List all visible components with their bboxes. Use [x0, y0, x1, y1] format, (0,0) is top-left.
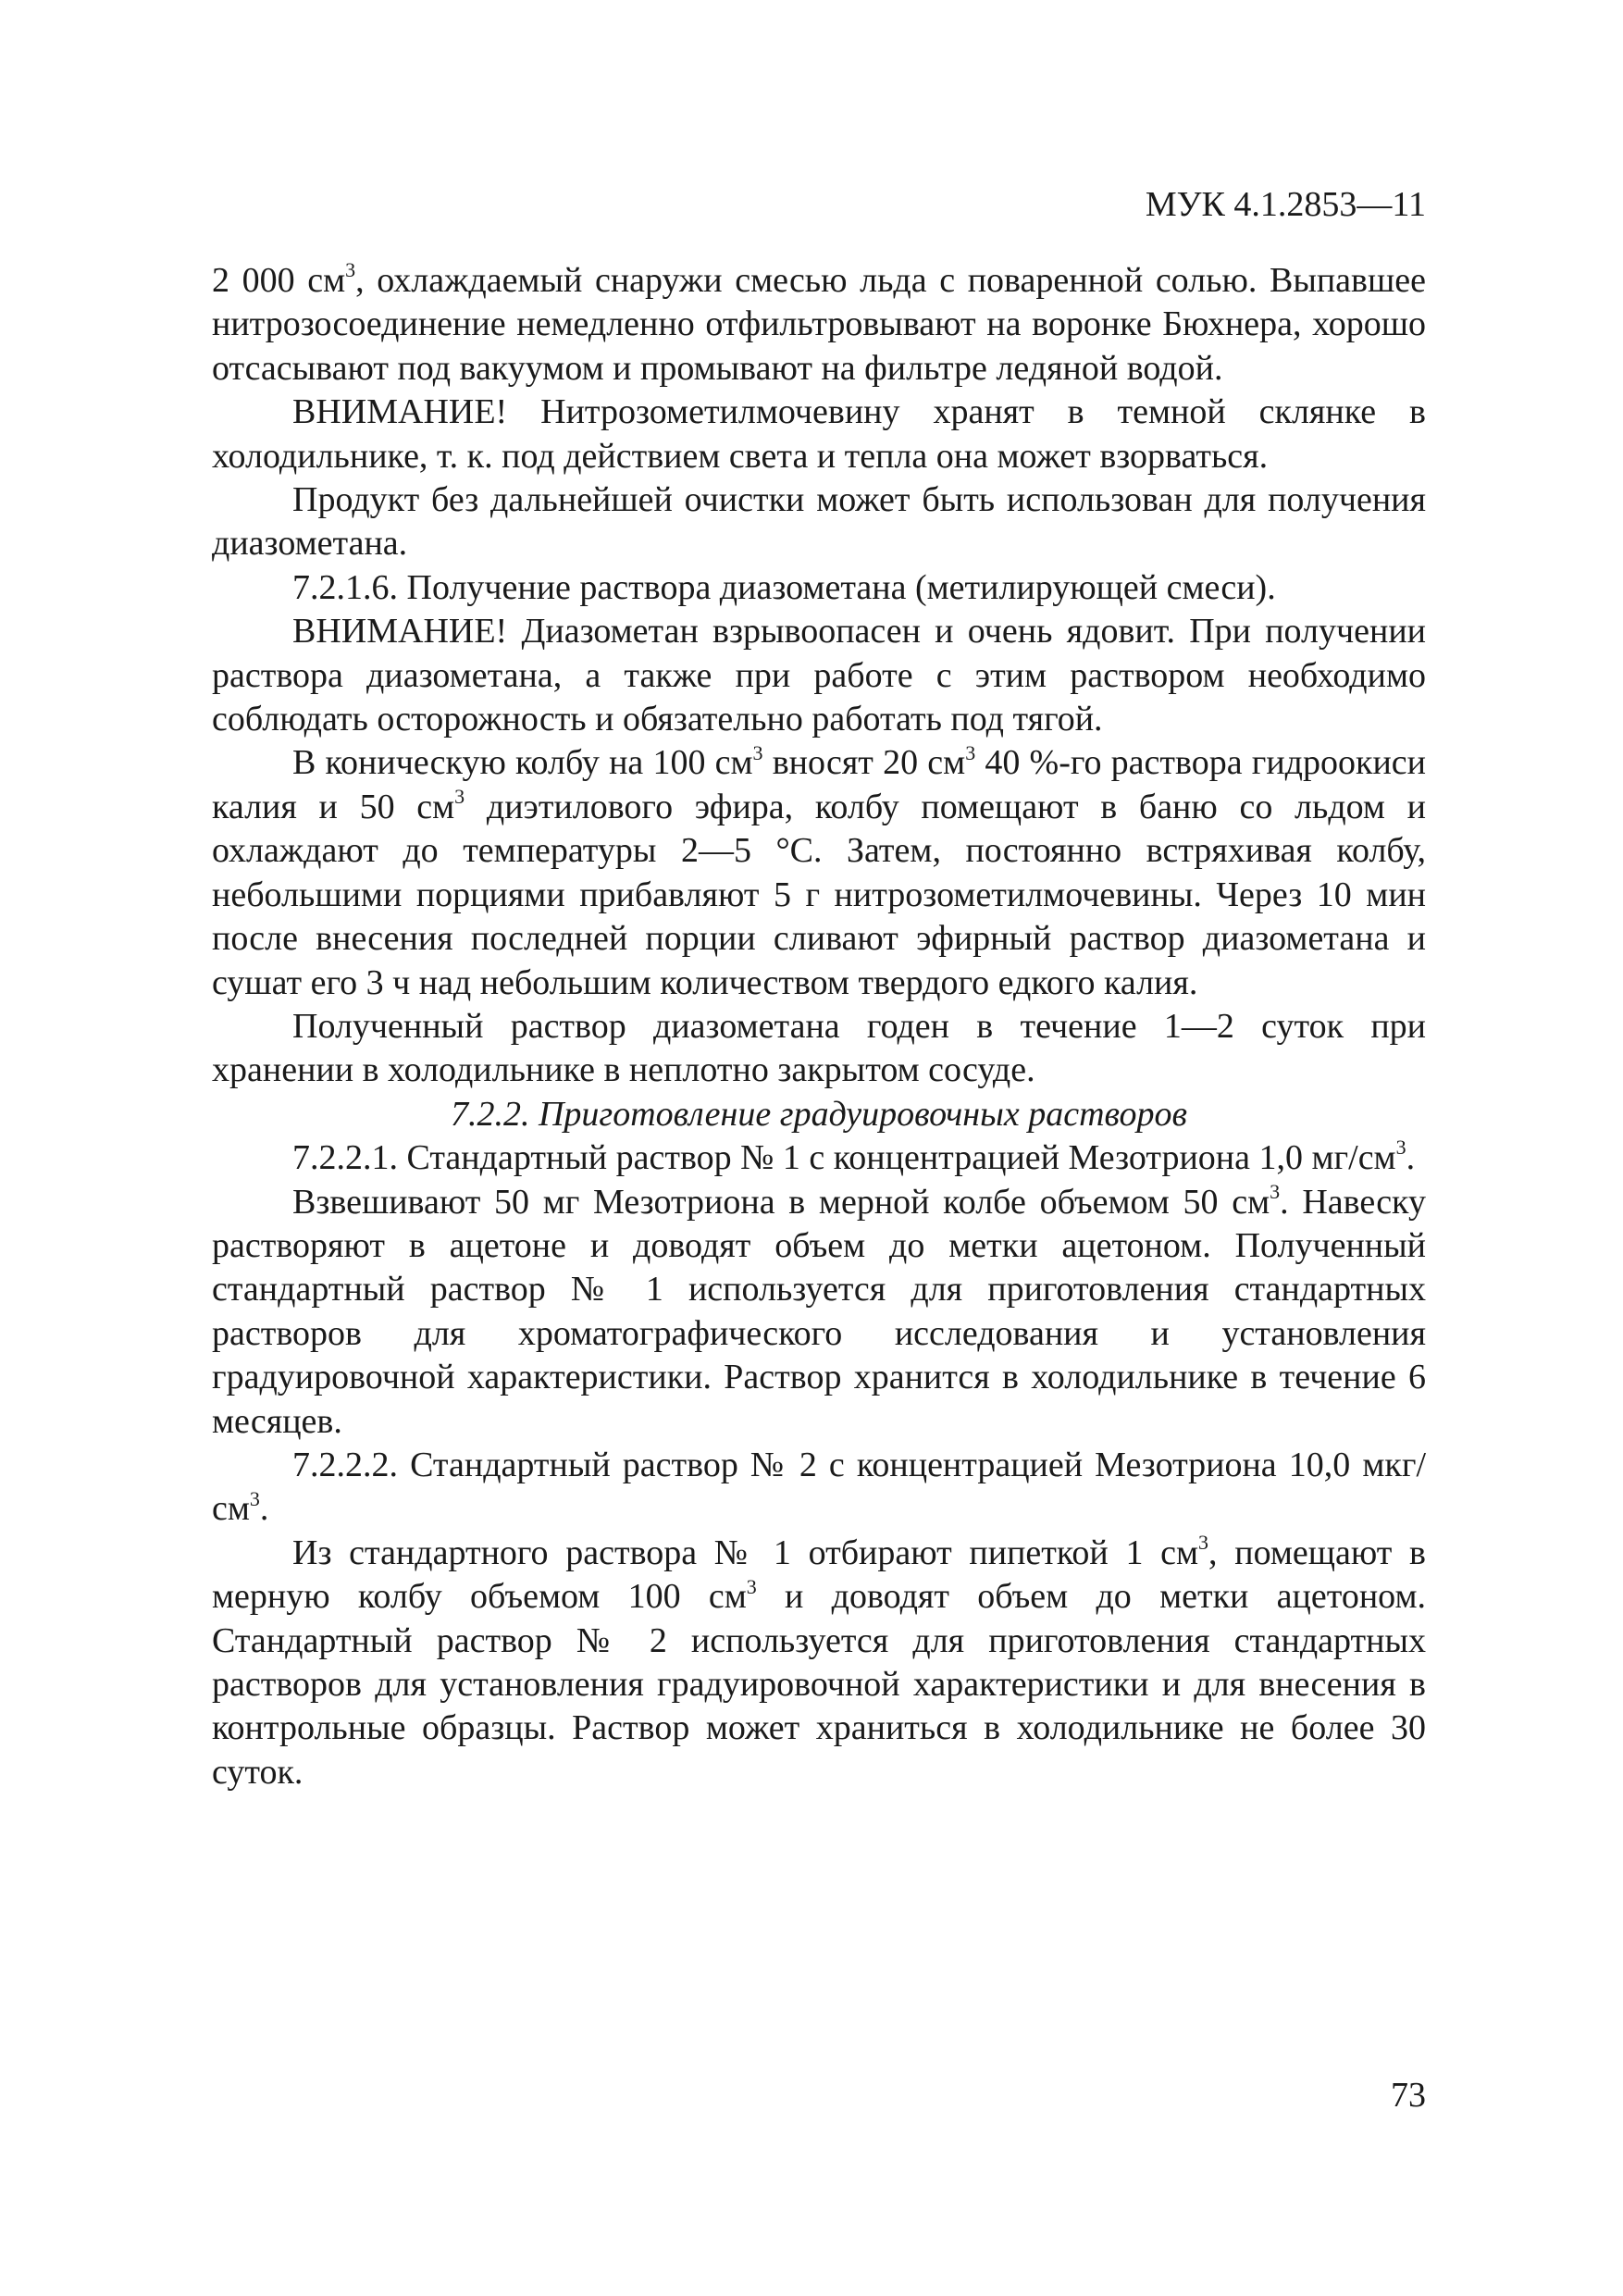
- paragraph-weighing: [212, 1181, 1426, 1444]
- superscript: 3: [1198, 1531, 1209, 1555]
- page-body: [212, 259, 1426, 1794]
- superscript: 3: [454, 785, 465, 809]
- text-span: Из стандартного раствора № 1 отбирают пипеткой 1 см: [292, 1533, 1199, 1572]
- text-span: вносят 20 см: [762, 743, 966, 783]
- paragraph-warning-diazomethane: ВНИМАНИЕ! Диазометан взрывоопасен и очень ядовит. При получении раствора диазометана, а также при работе с этим раствором необходимо соблюдать осторожность и обязательно работать под тягой.: [212, 612, 1426, 739]
- paragraph-cooling: [212, 259, 1426, 391]
- document-code-header: МУК 4.1.2853—11: [1145, 185, 1426, 224]
- paragraph-product-usage: Продукт без дальнейшей очистки может быть использован для получения диазометана.: [212, 480, 1426, 564]
- paragraph-standard-solution-2: [212, 1444, 1426, 1532]
- superscript: 3: [1270, 1179, 1281, 1203]
- paragraph-diazomethane-heading: 7.2.1.6. Получение раствора диазометана (метилирующей смеси).: [292, 567, 1276, 607]
- text-span: .: [259, 1489, 269, 1529]
- text-span: .: [1406, 1138, 1416, 1178]
- text-span: В коническую колбу на 100 см: [292, 743, 753, 783]
- paragraph-diazomethane-procedure: [212, 741, 1426, 1004]
- superscript: 3: [1395, 1136, 1406, 1160]
- superscript: 3: [746, 1574, 757, 1598]
- text-span: 7.2.2.2. Стандартный раствор № 2 с концентрацией Мезотриона 10,0 мкг/см: [212, 1445, 1426, 1529]
- paragraph-warning-storage: ВНИМАНИЕ! Нитрозометилмочевину хранят в темной склянке в холодильнике, т. к. под действием света и тепла она может взорваться.: [212, 392, 1426, 476]
- section-title: 7.2.2. Приготовление градуировочных растворов: [450, 1094, 1188, 1134]
- paragraph-shelf-life: Полученный раствор диазометана годен в течение 1—2 суток при хранении в холодильнике в неплотно закрытом сосуде.: [212, 1006, 1426, 1090]
- text-span: 2 000 см: [212, 261, 346, 300]
- text-span: . Навеску растворяют в ацетоне и доводят объем до метки ацетоном. Полученный стандартный раствор № 1 используется для приготовления стандартных растворов для хроматографического исследования и установления градуировочной характеристики. Раствор хранится в холодильнике в течение 6 месяцев.: [212, 1182, 1426, 1441]
- text-span: , помещают в мерную колбу объемом 100 см: [212, 1533, 1426, 1617]
- text-span: Взвешивают 50 мг Мезотриона в мерной колбе объемом 50 см: [292, 1182, 1270, 1222]
- text-span: 7.2.2.1. Стандартный раствор № 1 с концентрацией Мезотриона 1,0 мг/см: [292, 1138, 1396, 1178]
- paragraph-dilution: [212, 1532, 1426, 1794]
- superscript: 3: [752, 740, 763, 764]
- text-span: и доводят объем до метки ацетоном. Стандартный раствор № 2 используется для приготовления стандартных растворов для установления градуировочной характеристики и для внесения в контрольные образцы. Раствор может храниться в холодильнике не более 30 суток.: [212, 1577, 1426, 1792]
- page-number: 73: [1391, 2076, 1426, 2115]
- text-span: , охлаждаемый снаружи смесью льда с поваренной солью. Выпавшее нитрозосоединение немедленно отфильтровывают на воронке Бюхнера, хорошо отсасывают под вакуумом и промывают на фильтре ледяной водой.: [212, 261, 1426, 388]
- superscript: 3: [345, 258, 356, 282]
- text-span: диэтилового эфира, колбу помещают в баню со льдом и охлаждают до температуры 2—5 °С. Затем, постоянно встряхивая колбу, небольшими порциями прибавляют 5 г нитрозометилмочевины. Через 10 мин после внесения последней порции сливают эфирный раствор диазометана и сушат его 3 ч над небольшим количеством твердого едкого калия.: [212, 787, 1426, 1002]
- paragraph-standard-solution-1: [212, 1136, 1426, 1180]
- superscript: 3: [249, 1486, 260, 1510]
- text-span: 40 %-го раствора гидроокиси калия и 50 см: [212, 743, 1426, 826]
- superscript: 3: [965, 740, 976, 764]
